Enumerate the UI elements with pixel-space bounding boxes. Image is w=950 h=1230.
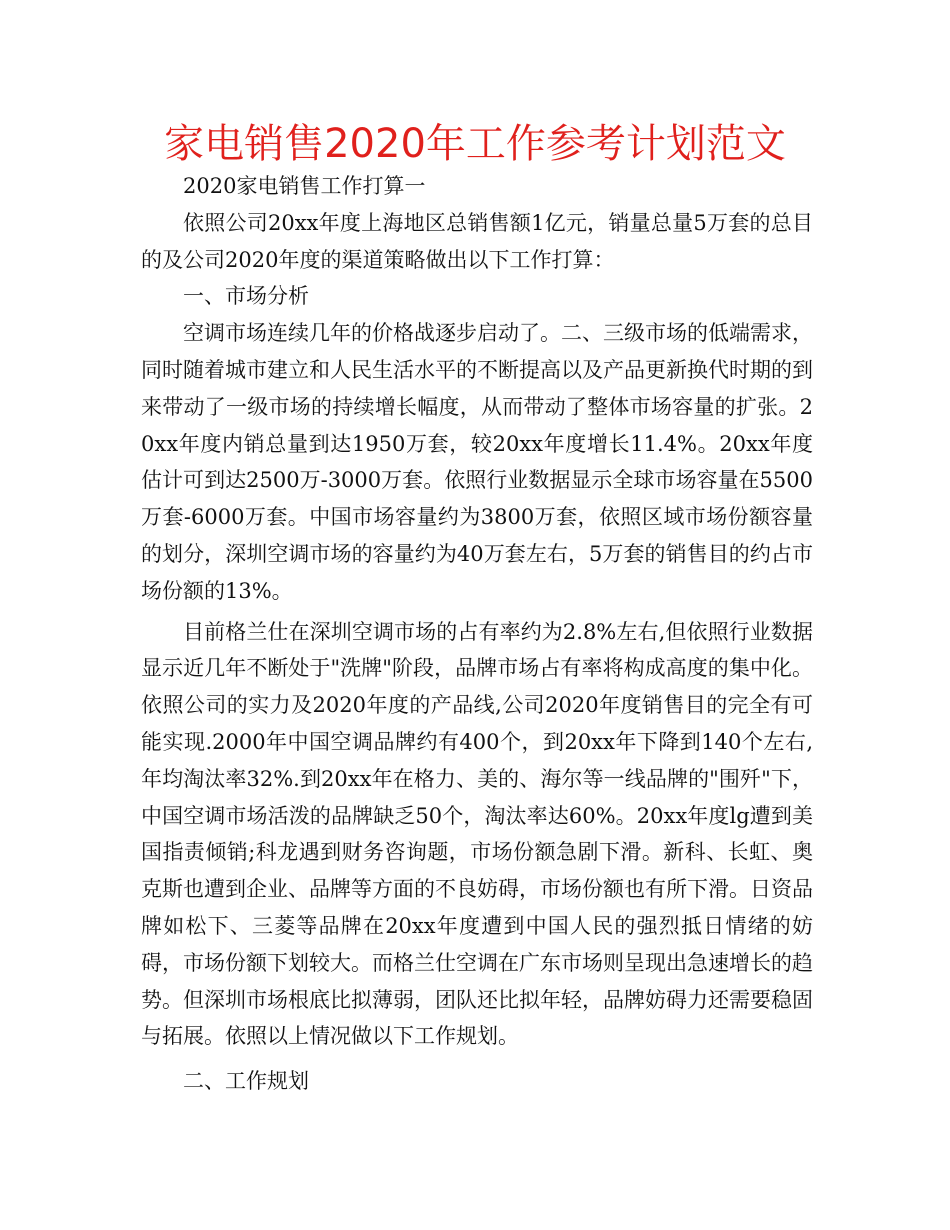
paragraph-market-share: 目前格兰仕在深圳空调市场的占有率约为2.8%左右,但依照行业数据显示近几年不断处于"洗牌"阶段，品牌市场占有率将构成高度的集中化。依照公司的实力及2020年度的产品线,公司2020年度销售目的完全有可能实现.2000年中国空调品牌约有400个，到20xx年下降到140个左右,年均淘汰率32%.到20xx年在格力、美的、海尔等一线品牌的"围歼"下，中国空调市场活泼的品牌缺乏50个，淘汰率达60%。20xx年度lg遭到美国指责倾销;科龙遇到财务咨询题，市场份额急剧下滑。新科、长虹、奥克斯也遭到企业、品牌等方面的不良妨碍，市场份额也有所下滑。日资品牌如松下、三菱等品牌在20xx年度遭到中国人民的强烈抵日情绪的妨碍，市场份额下划较大。而格兰仕空调在广东市场则呈现出急速增长的趋势。但深圳市场根底比拟薄弱，团队还比拟年轻，品牌妨碍力还需要稳固与拓展。依照以上情况做以下工作规划。	[141, 619, 813, 1049]
paragraph-section-work-plan: 二、工作规划	[183, 1069, 309, 1094]
paragraph-market-analysis: 空调市场连续几年的价格战逐步启动了。二、三级市场的低端需求，同时随着城市建立和人民生活水平的不断提高以及产品更新换代时期的到来带动了一级市场的持续增长幅度，从而带动了整体市场容量的扩张。20xx年度内销总量到达1950万套，较20xx年度增长11.4%。20xx年度估计可到达2500万-3000万套。依照行业数据显示全球市场容量在5500万套-6000万套。中国市场容量约为3800万套，依照区域市场份额容量的划分，深圳空调市场的容量约为40万套左右，5万套的销售目的约占市场份额的13%。	[141, 321, 813, 603]
document-title: 家电销售2020年工作参考计划范文	[164, 121, 786, 167]
paragraph-intro: 依照公司20xx年度上海地区总销售额1亿元，销量总量5万套的总目的及公司2020年度的渠道策略做出以下工作打算：	[141, 210, 813, 272]
paragraph-plan-heading: 2020家电销售工作打算一	[183, 174, 426, 198]
document-body	[141, 168, 813, 1100]
paragraph-section-market-analysis: 一、市场分析	[183, 284, 309, 309]
